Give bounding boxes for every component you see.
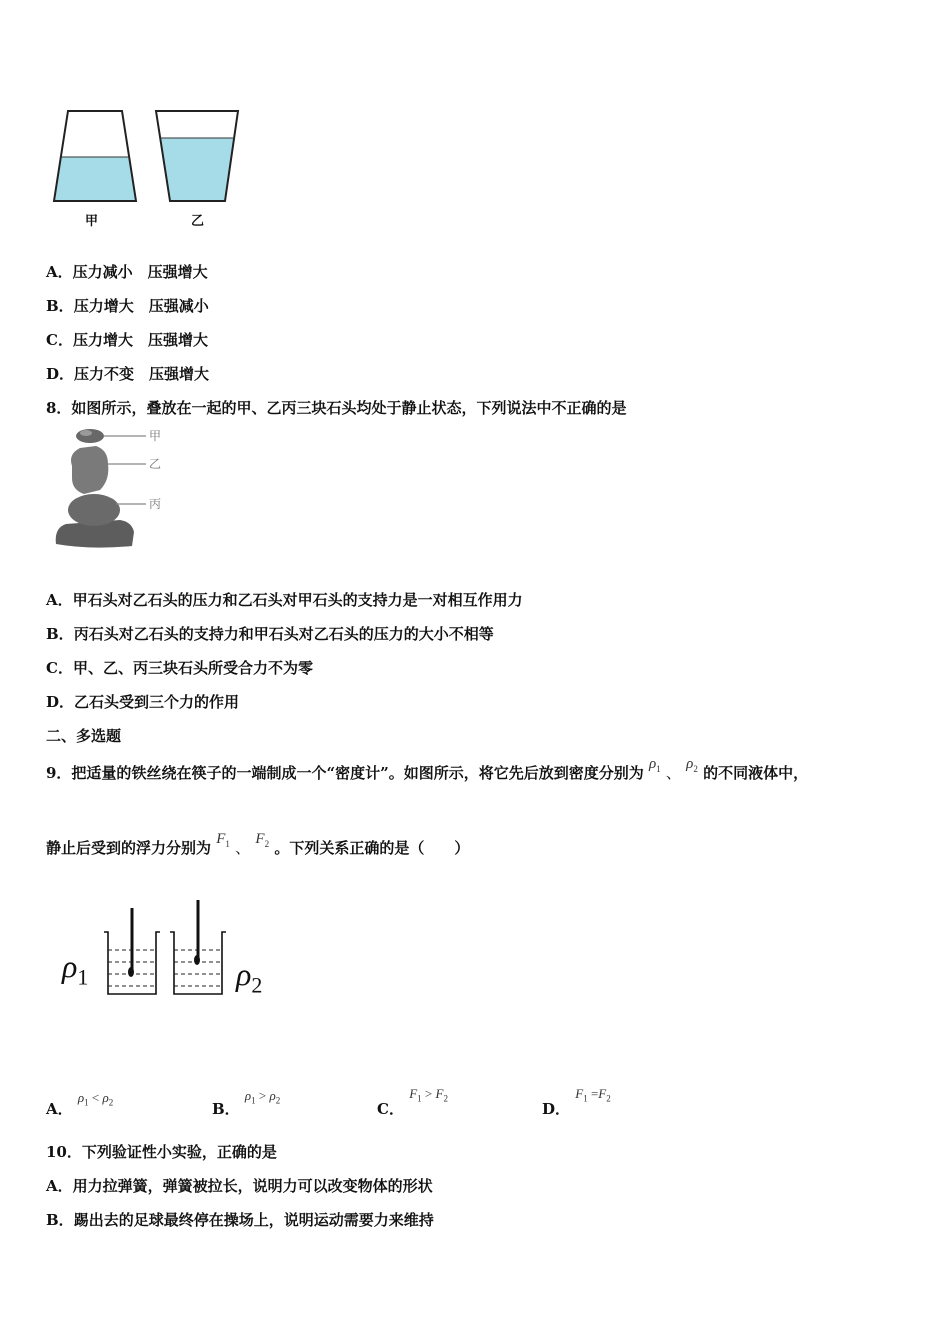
option-text: 甲石头对乙石头的压力和乙石头对甲石头的支持力是一对相互作用力 (72, 591, 523, 609)
option-text: 用力拉弹簧，弹簧被拉长，说明力可以改变物体的形状 (72, 1177, 433, 1195)
q7-containers-figure (50, 105, 250, 235)
q7-label-yi: 乙 (191, 214, 205, 229)
option-letter: B． (46, 1211, 74, 1229)
option-letter: B． (46, 297, 74, 315)
q9-option-c (377, 1082, 448, 1118)
option-text: 压力增大 压强减小 (73, 297, 209, 315)
q8-option-a (46, 590, 523, 610)
rho1-symbol: $\rho_1$ (648, 756, 661, 774)
f1-symbol: $F_1$ (216, 831, 230, 849)
q10-stem: 10．下列验证性小实验，正确的是 (46, 1143, 277, 1161)
option-letter: D． (46, 693, 75, 711)
q10-option-b (46, 1210, 434, 1230)
option-formula: $\rho_1 < \rho_2$ (77, 1090, 114, 1108)
q8-label-bing: 丙 (149, 497, 162, 511)
option-letter: A． (46, 1100, 73, 1118)
beaker-2 (170, 900, 226, 994)
option-letter: C． (46, 331, 73, 349)
q9-stem-text: 静止后受到的浮力分别为 (46, 839, 212, 857)
q10-option-a (46, 1176, 433, 1196)
q8-label-jia: 甲 (149, 429, 162, 443)
separator: 、 (235, 839, 251, 857)
q9-stem-line2 (46, 831, 470, 864)
f2-symbol: $F_2$ (255, 831, 270, 849)
option-text: 压力不变 压强增大 (74, 365, 210, 383)
container-jia-water (54, 157, 136, 201)
q7-option-c (46, 330, 208, 350)
container-yi-water (160, 138, 235, 201)
stone-yi (71, 446, 108, 494)
q9-stem-text-end: 的不同液体中， (703, 764, 809, 782)
beaker-1 (104, 908, 160, 994)
section-title: 二、多选题 (46, 727, 122, 745)
option-text: 压力减小 压强增大 (72, 263, 208, 281)
q7-option-b (46, 296, 209, 316)
option-text: 丙石头对乙石头的支持力和甲石头对乙石头的压力的大小不相等 (73, 625, 494, 643)
q7-option-d (46, 364, 209, 384)
option-letter: B． (212, 1100, 240, 1118)
option-text: 甲、乙、丙三块石头所受合力不为零 (72, 659, 313, 677)
q8-option-b (46, 624, 494, 644)
stone-bing (68, 494, 120, 526)
option-text: 压力增大 压强增大 (72, 331, 208, 349)
option-letter: D． (542, 1100, 571, 1118)
option-letter: B． (46, 625, 74, 643)
option-formula: $\rho_1 > \rho_2$ (244, 1088, 281, 1106)
figure-rho1-label: $\rho_1$ (62, 948, 89, 990)
q8-option-c (46, 658, 313, 678)
option-text: 踢出去的足球最终停在操场上，说明运动需要力来维持 (73, 1211, 434, 1229)
q8-option-d (46, 692, 239, 712)
option-letter: A． (46, 263, 73, 281)
q7-option-a (46, 262, 208, 282)
option-formula: $F_1 =F_2$ (575, 1086, 611, 1104)
option-text: 乙石头受到三个力的作用 (74, 693, 240, 711)
option-letter: C． (377, 1100, 404, 1118)
q9-option-a (46, 1086, 114, 1118)
option-letter: A． (46, 591, 73, 609)
rho2-symbol: $\rho_2$ (686, 756, 698, 774)
q8-label-yi: 乙 (149, 457, 162, 471)
q9-beakers-figure (100, 898, 240, 1000)
q9-stem-line1 (46, 756, 809, 789)
q9-stem-text: 9．把适量的铁丝绕在筷子的一端制成一个“密度计”。如图所示，将它先后放到密度分别为 (46, 764, 644, 782)
figure-rho2-label: $\rho_2$ (236, 956, 263, 998)
q9-option-b (212, 1084, 281, 1118)
option-formula: $F_1 > F_2$ (409, 1086, 448, 1104)
q9-option-d (542, 1082, 611, 1118)
q8-stem: 8．如图所示，叠放在一起的甲、乙丙三块石头均处于静止状态，下列说法中不正确的是 (46, 399, 627, 417)
separator: 、 (665, 764, 681, 782)
q7-label-jia: 甲 (85, 214, 99, 229)
option-letter: A． (46, 1177, 73, 1195)
option-letter: D． (46, 365, 75, 383)
q9-stem-text-end: 。下列关系正确的是（ ） (274, 839, 470, 857)
option-letter: C． (46, 659, 73, 677)
